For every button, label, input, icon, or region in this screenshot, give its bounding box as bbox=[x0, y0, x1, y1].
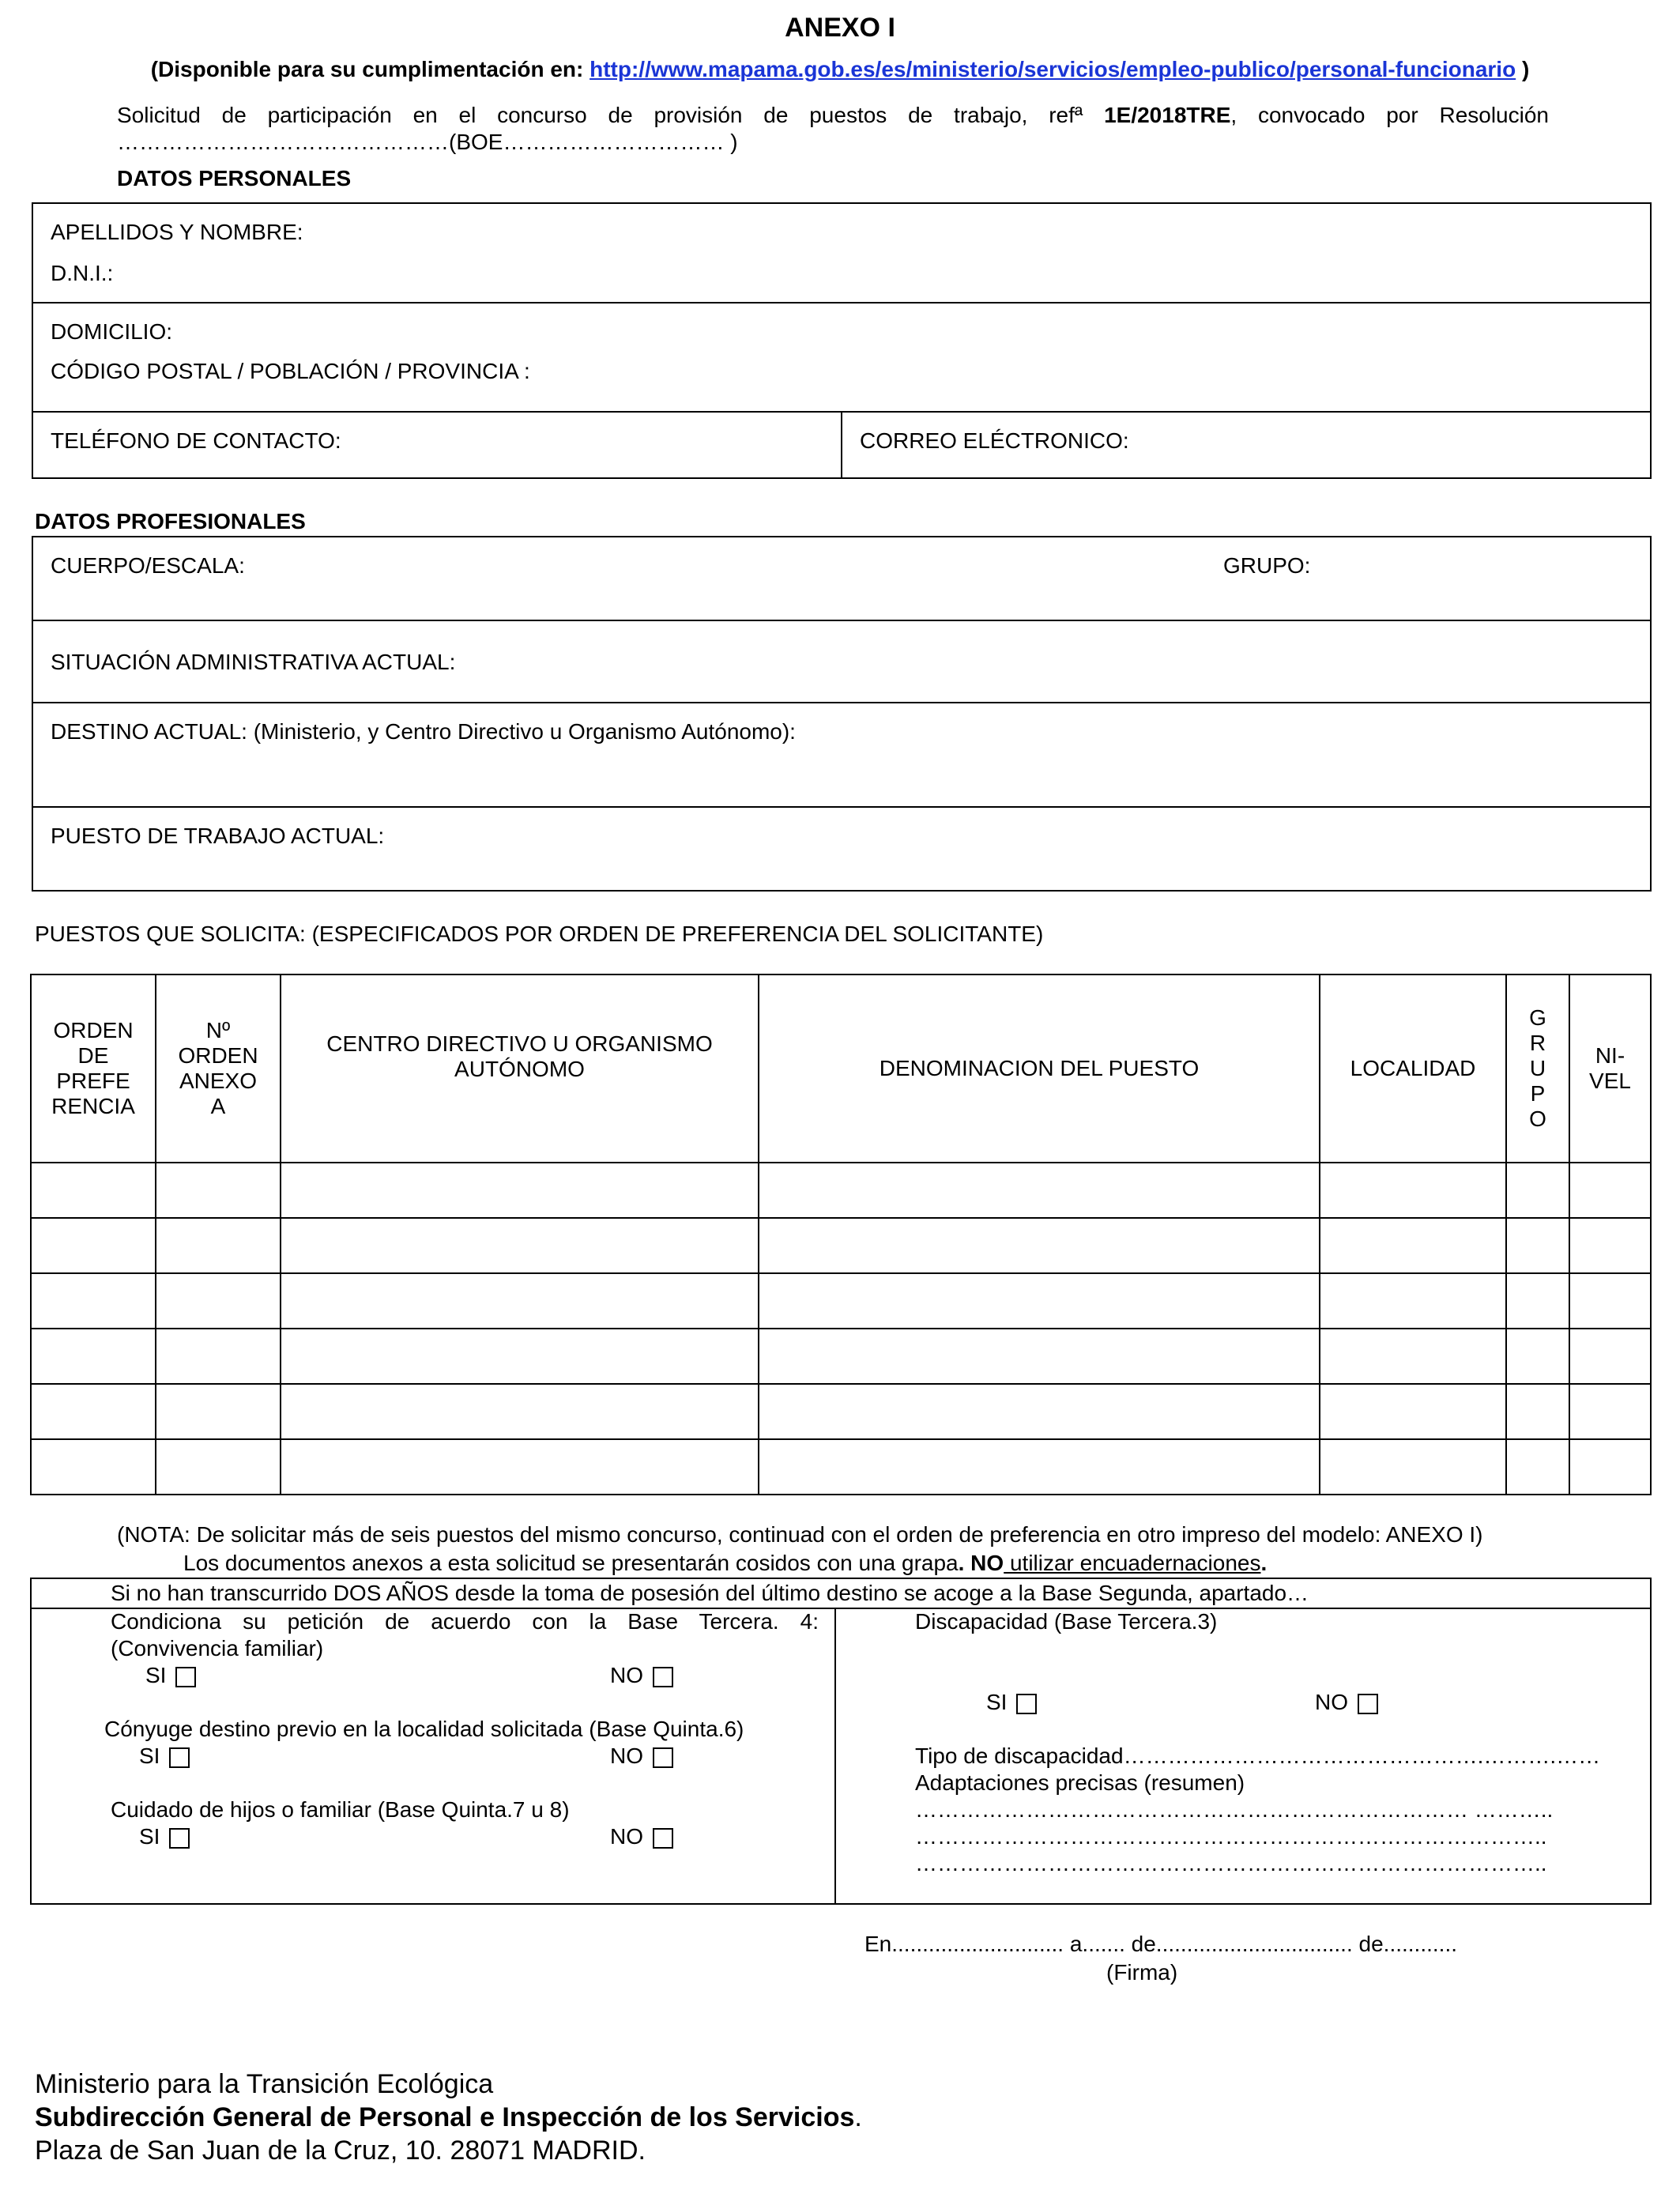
divider bbox=[32, 702, 1652, 703]
header-line: U bbox=[1529, 1056, 1546, 1080]
intro-line1-b: , convocado por Resolución bbox=[1230, 103, 1549, 127]
divider bbox=[834, 1608, 836, 1905]
note-staple-no-a: . NO bbox=[958, 1551, 1004, 1575]
order-cell[interactable] bbox=[31, 1329, 156, 1384]
care-no-checkbox[interactable] bbox=[653, 1828, 673, 1849]
header-line: DE bbox=[77, 1043, 109, 1068]
family-no-checkbox[interactable] bbox=[653, 1667, 673, 1687]
centre-cell[interactable] bbox=[281, 1329, 759, 1384]
level-cell[interactable] bbox=[1569, 1329, 1651, 1384]
denomination-cell[interactable] bbox=[759, 1218, 1320, 1273]
group-cell[interactable] bbox=[1506, 1218, 1569, 1273]
divider bbox=[841, 411, 842, 479]
name-field[interactable]: APELLIDOS Y NOMBRE: bbox=[51, 220, 303, 244]
locality-cell[interactable] bbox=[1320, 1439, 1506, 1495]
header-line: A bbox=[210, 1094, 226, 1118]
col-order-header bbox=[31, 974, 156, 1163]
no-label: NO bbox=[610, 1744, 643, 1768]
disability-no-checkbox[interactable] bbox=[1358, 1694, 1378, 1714]
disability-yes[interactable] bbox=[986, 1690, 1037, 1715]
centre-cell[interactable] bbox=[281, 1273, 759, 1329]
annex-cell[interactable] bbox=[156, 1384, 281, 1439]
preferences-table bbox=[30, 974, 1652, 1495]
personal-data-heading: DATOS PERSONALES bbox=[117, 166, 352, 190]
divider bbox=[32, 806, 1652, 808]
family-condition-sub: (Convivencia familiar) bbox=[111, 1636, 324, 1661]
header-line: NI- bbox=[1595, 1043, 1625, 1068]
header-line: RENCIA bbox=[51, 1094, 135, 1118]
col-locality-header: LOCALIDAD bbox=[1320, 974, 1506, 1163]
note-more-posts: (NOTA: De solicitar más de seis puestos del mismo concurso, continuad con el orden de preferencia en otro impreso del modelo: ANEXO I) bbox=[117, 1522, 1483, 1547]
centre-cell[interactable] bbox=[281, 1439, 759, 1495]
adaptations-label: Adaptaciones precisas (resumen) bbox=[915, 1770, 1245, 1795]
footer-address: Plaza de San Juan de la Cruz, 10. 28071 MADRID. bbox=[35, 2136, 646, 2166]
note-staple bbox=[183, 1551, 1267, 1576]
table-header-row bbox=[31, 974, 1651, 1163]
family-condition-label: Condiciona su petición de acuerdo con la Base Tercera. 4: bbox=[111, 1609, 819, 1634]
disability-label: Discapacidad (Base Tercera.3) bbox=[915, 1609, 1218, 1634]
divider bbox=[32, 302, 1652, 303]
two-years-note: Si no han transcurrido DOS AÑOS desde la toma de posesión del último destino se acoge a la Base Segunda, apartado… bbox=[111, 1581, 1309, 1605]
disability-yes-checkbox[interactable] bbox=[1016, 1694, 1037, 1714]
current-destination-field[interactable]: DESTINO ACTUAL: (Ministerio, y Centro Directivo u Organismo Autónomo): bbox=[51, 719, 796, 744]
no-label: NO bbox=[610, 1824, 643, 1849]
yes-label: SI bbox=[139, 1824, 160, 1849]
order-cell[interactable] bbox=[31, 1218, 156, 1273]
annex-cell[interactable] bbox=[156, 1218, 281, 1273]
header-line: ORDEN bbox=[53, 1018, 134, 1042]
col-annex-header bbox=[156, 974, 281, 1163]
postal-code-field[interactable]: CÓDIGO POSTAL / POBLACIÓN / PROVINCIA : bbox=[51, 359, 530, 383]
signature-label: (Firma) bbox=[1106, 1960, 1178, 1985]
header-line: PREFE bbox=[56, 1069, 130, 1093]
group-cell[interactable] bbox=[1506, 1163, 1569, 1218]
col-centre-header bbox=[281, 974, 759, 1163]
order-cell[interactable] bbox=[31, 1163, 156, 1218]
availability-prefix: (Disponible para su cumplimentación en: bbox=[150, 57, 590, 81]
locality-cell[interactable] bbox=[1320, 1273, 1506, 1329]
intro-text bbox=[117, 103, 1549, 128]
footer-subdirectorate-dot: . bbox=[854, 2102, 862, 2132]
group-cell[interactable] bbox=[1506, 1273, 1569, 1329]
spouse-label: Cónyuge destino previo en la localidad solicitada (Base Quinta.6) bbox=[104, 1717, 744, 1741]
note-staple-dot: . bbox=[1260, 1551, 1268, 1575]
header-line: CENTRO DIRECTIVO U ORGANISMO bbox=[326, 1031, 713, 1056]
family-yes-checkbox[interactable] bbox=[175, 1667, 196, 1687]
care-yes[interactable] bbox=[139, 1824, 190, 1849]
no-label: NO bbox=[610, 1663, 643, 1687]
yes-label: SI bbox=[986, 1690, 1008, 1714]
yes-label: SI bbox=[145, 1663, 167, 1687]
phone-field[interactable]: TELÉFONO DE CONTACTO: bbox=[51, 428, 341, 453]
adaptations-line-3[interactable]: ………………………………………………………………………….. bbox=[915, 1851, 1547, 1875]
denomination-cell[interactable] bbox=[759, 1384, 1320, 1439]
family-yes[interactable] bbox=[145, 1663, 196, 1688]
header-line: G bbox=[1529, 1005, 1546, 1030]
intro-ref: 1E/2018TRE bbox=[1104, 103, 1231, 127]
centre-cell[interactable] bbox=[281, 1218, 759, 1273]
header-line: ANEXO bbox=[179, 1069, 258, 1093]
denomination-cell[interactable] bbox=[759, 1439, 1320, 1495]
footer-subdirectorate-name: Subdirección General de Personal e Inspección de los Servicios bbox=[35, 2102, 855, 2132]
centre-cell[interactable] bbox=[281, 1384, 759, 1439]
family-no[interactable] bbox=[610, 1663, 673, 1688]
document-title: ANEXO I bbox=[785, 13, 895, 43]
disability-no[interactable] bbox=[1315, 1690, 1378, 1715]
annex-cell[interactable] bbox=[156, 1163, 281, 1218]
level-cell[interactable] bbox=[1569, 1439, 1651, 1495]
header-line: R bbox=[1529, 1031, 1546, 1055]
posts-heading: PUESTOS QUE SOLICITA: (ESPECIFICADOS POR ORDEN DE PREFERENCIA DEL SOLICITANTE) bbox=[35, 922, 1044, 946]
care-no[interactable] bbox=[610, 1824, 673, 1849]
col-denomination-header: DENOMINACION DEL PUESTO bbox=[759, 974, 1320, 1163]
table-row bbox=[31, 1384, 1651, 1439]
locality-cell[interactable] bbox=[1320, 1218, 1506, 1273]
locality-cell[interactable] bbox=[1320, 1163, 1506, 1218]
table-row bbox=[31, 1273, 1651, 1329]
intro-line1-a: Solicitud de participación en el concurso de provisión de puestos de trabajo, refª bbox=[117, 103, 1105, 127]
adaptations-line-2[interactable]: ………………………………………………………………………….. bbox=[915, 1824, 1547, 1849]
table-row bbox=[31, 1218, 1651, 1273]
order-cell[interactable] bbox=[31, 1273, 156, 1329]
divider bbox=[32, 620, 1652, 621]
locality-cell[interactable] bbox=[1320, 1329, 1506, 1384]
header-line: ORDEN bbox=[178, 1043, 258, 1068]
email-field[interactable]: CORREO ELÉCTRONICO: bbox=[860, 428, 1129, 453]
current-post-field[interactable]: PUESTO DE TRABAJO ACTUAL: bbox=[51, 824, 385, 848]
table-row bbox=[31, 1163, 1651, 1218]
table-row bbox=[31, 1439, 1651, 1495]
spouse-yes-checkbox[interactable] bbox=[169, 1747, 190, 1768]
care-label: Cuidado de hijos o familiar (Base Quinta.7 u 8) bbox=[111, 1797, 570, 1822]
note-staple-binding: utilizar encuadernaciones bbox=[1004, 1551, 1261, 1575]
professional-data-heading: DATOS PROFESIONALES bbox=[35, 509, 306, 533]
care-yes-checkbox[interactable] bbox=[169, 1828, 190, 1849]
group-cell[interactable] bbox=[1506, 1439, 1569, 1495]
table-body bbox=[31, 1163, 1651, 1495]
footer-ministry: Ministerio para la Transición Ecológica bbox=[35, 2069, 494, 2099]
header-line: VEL bbox=[1589, 1069, 1631, 1093]
footer-subdirectorate bbox=[35, 2102, 862, 2133]
centre-cell[interactable] bbox=[281, 1163, 759, 1218]
intro-line2: ………………………………………(BOE………………………… ) bbox=[117, 130, 738, 154]
group-cell[interactable] bbox=[1506, 1384, 1569, 1439]
address-field[interactable]: DOMICILIO: bbox=[51, 319, 173, 344]
note-staple-text: Los documentos anexos a esta solicitud se presentarán cosidos con una grapa bbox=[183, 1551, 959, 1575]
availability-suffix: ) bbox=[1516, 57, 1530, 81]
spouse-no-checkbox[interactable] bbox=[653, 1747, 673, 1768]
denomination-cell[interactable] bbox=[759, 1273, 1320, 1329]
spouse-no[interactable] bbox=[610, 1744, 673, 1769]
denomination-cell[interactable] bbox=[759, 1329, 1320, 1384]
col-level-header bbox=[1569, 974, 1651, 1163]
header-line: P bbox=[1530, 1081, 1546, 1106]
order-cell[interactable] bbox=[31, 1439, 156, 1495]
denomination-cell[interactable] bbox=[759, 1163, 1320, 1218]
availability-note bbox=[0, 57, 1680, 82]
level-cell[interactable] bbox=[1569, 1273, 1651, 1329]
group-field[interactable]: GRUPO: bbox=[1223, 553, 1311, 578]
adaptations-line-1[interactable]: ………………………………………………………………… ……….. bbox=[915, 1797, 1554, 1822]
disability-type-field[interactable]: Tipo de discapacidad………………………………………….……….…… bbox=[915, 1744, 1601, 1768]
yes-label: SI bbox=[139, 1744, 160, 1768]
availability-link[interactable]: http://www.mapama.gob.es/es/ministerio/servicios/empleo-publico/personal-funcionario bbox=[590, 57, 1516, 81]
no-label: NO bbox=[1315, 1690, 1348, 1714]
corps-field[interactable]: CUERPO/ESCALA: bbox=[51, 553, 245, 578]
annex-cell[interactable] bbox=[156, 1273, 281, 1329]
spouse-yes[interactable] bbox=[139, 1744, 190, 1769]
group-cell[interactable] bbox=[1506, 1329, 1569, 1384]
header-line: Nº bbox=[205, 1018, 231, 1042]
order-cell[interactable] bbox=[31, 1384, 156, 1439]
level-cell[interactable] bbox=[1569, 1163, 1651, 1218]
level-cell[interactable] bbox=[1569, 1384, 1651, 1439]
header-line: AUTÓNOMO bbox=[454, 1057, 585, 1081]
col-group-header bbox=[1506, 974, 1569, 1163]
level-cell[interactable] bbox=[1569, 1218, 1651, 1273]
table-row bbox=[31, 1329, 1651, 1384]
admin-situation-field[interactable]: SITUACIÓN ADMINISTRATIVA ACTUAL: bbox=[51, 650, 456, 674]
annex-cell[interactable] bbox=[156, 1439, 281, 1495]
place-date-line[interactable]: En............................ a....... de................................ de............ bbox=[864, 1932, 1458, 1956]
header-line: O bbox=[1529, 1106, 1546, 1131]
note-staple-no bbox=[959, 1551, 1004, 1575]
annex-cell[interactable] bbox=[156, 1329, 281, 1384]
dni-field[interactable]: D.N.I.: bbox=[51, 261, 114, 285]
locality-cell[interactable] bbox=[1320, 1384, 1506, 1439]
